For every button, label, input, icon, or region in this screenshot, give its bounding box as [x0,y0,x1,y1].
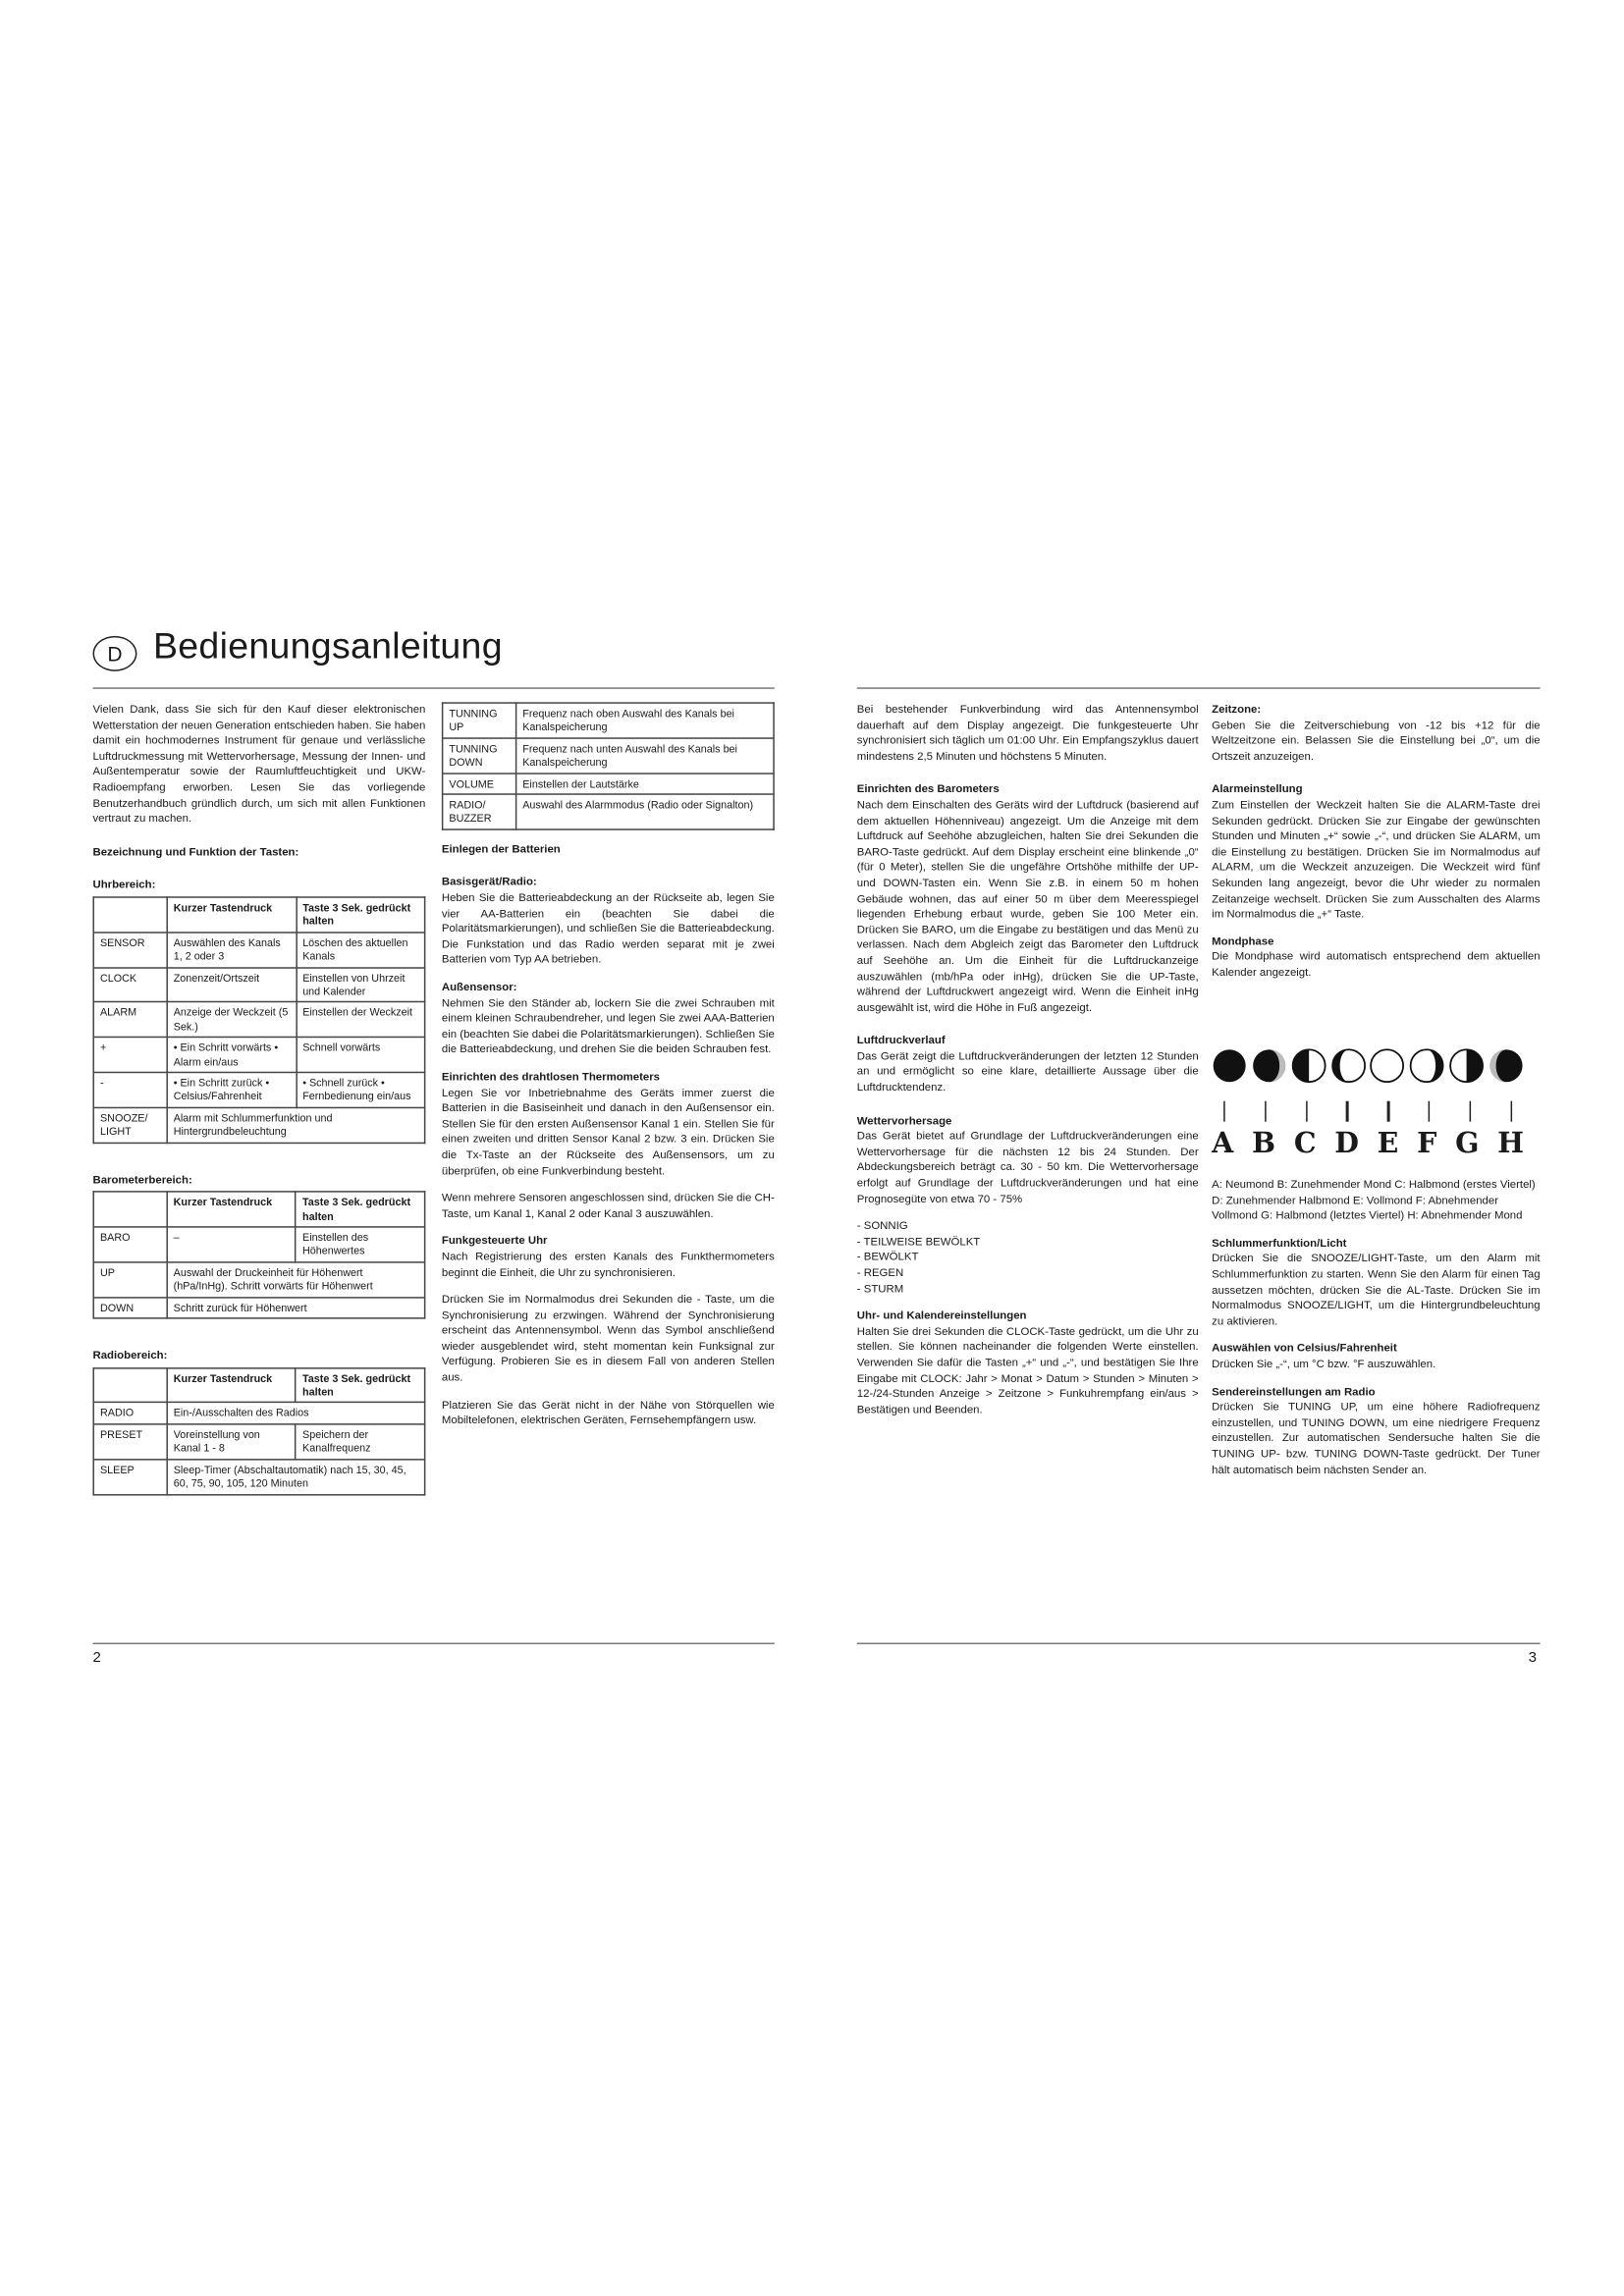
antenna-text: Bei bestehender Funkverbindung wird das Antennensymbol dauerhaft auf dem Display angezeigt. Die funkgesteuerte Uhr synchronisiert sich täglich um 01:00 Uhr. Ein Empfangszyklus dauert mindestens 2,5 Minuten und höchstens 5 Minuten. [856,702,1199,763]
sensor-heading: Außensensor: [441,980,517,994]
station-text: Drücken Sie TUNING UP, um eine höhere Radiofrequenz einzustellen, und TUNING DOWN, um eine niedrigere Frequenz einzustellen. Zur automatischen Sendersuche halten Sie die TUNING UP- bzw. TUNING DOWN-Taste gedrückt. Der Tuner hält automatisch beim nächsten Sender an. [1212,1400,1541,1476]
first-quarter-moon-icon [1291,1048,1326,1084]
table-header: Taste 3 Sek. gedrückt halten [296,1367,424,1403]
station-heading: Sendereinstellungen am Radio [1212,1384,1376,1398]
table-row [93,1297,424,1318]
key-name: SLEEP [93,1459,167,1494]
key-desc: Einstellen der Lautstärke [515,773,774,794]
key-name: DOWN [93,1297,167,1318]
left-column-1 [92,702,425,1495]
moon-heading: Mondphase [1212,934,1274,948]
key-short: Voreinstellung von Kanal 1 - 8 [167,1424,296,1460]
forecast-text: Das Gerät bietet auf Grundlage der Luftdruckveränderungen eine Wettervorhersage für die nächsten 12 bis 24 Stunden. Der Abdeckungsbereich beträgt ca. 30 - 50 km. Die Wettervorhersage erfolgt auf Grundlage der Luftdruckveränderungen und hat eine Prognosegüte von etwa 70 - 75% [856,1129,1199,1205]
table-row [443,773,774,794]
keys-heading: Bezeichnung und Funktion der Tasten: [92,844,299,858]
key-name: - [93,1072,167,1107]
moon-letter: D [1334,1127,1359,1160]
table-row [93,1227,424,1262]
forecast-heading: Wettervorhersage [856,1113,952,1128]
key-desc: Schritt zurück für Höhenwert [167,1297,425,1318]
table-row [93,1072,424,1107]
radioclock-text: Nach Registrierung des ersten Kanals des Funkthermometers beginnt die Einheit, die Uhr zu synchronisieren. [441,1250,775,1279]
table-row [443,703,774,738]
base-heading: Basisgerät/Radio: [441,875,537,888]
key-long: Einstellen von Uhrzeit und Kalender [296,967,424,1002]
zone-text: Geben Sie die Zeitverschiebung von -12 bis +12 für die Weltzeitzone ein. Belassen Sie die Einstellung bei „0“, um die Ortszeit anzuzeigen. [1212,718,1541,763]
key-name: ALARM [93,1002,167,1038]
moon-letters-row [1212,1128,1524,1160]
language-badge: D [92,636,136,671]
table-row [93,967,424,1002]
waning-crescent-icon [1489,1048,1524,1084]
key-name: TUNNING UP [443,703,516,738]
radioclock-text-3: Platzieren Sie das Gerät nicht in der Nähe von Störquellen wie Mobiltelefonen, elektrischen Geräten, Fernsehempfängern usw. [441,1398,775,1427]
baro-setup-heading: Einrichten des Barometers [856,781,1000,796]
table-header: Kurzer Tastendruck [167,1367,296,1403]
list-item: - BEWÖLKT [856,1250,919,1264]
document-title: Bedienungsanleitung [152,625,503,667]
key-long: Einstellen der Weckzeit [296,1002,424,1038]
key-long: Speichern der Kanalfrequenz [296,1424,424,1460]
alarm-heading: Alarmeinstellung [1212,781,1303,796]
key-name: BARO [93,1227,167,1262]
celsius-text: Drücken Sie „-“, um °C bzw. °F auszuwählen. [1212,1357,1436,1371]
last-quarter-moon-icon [1449,1048,1485,1084]
list-item: - SONNIG [856,1218,908,1233]
waxing-crescent-icon [1251,1048,1286,1084]
right-column-1 [857,702,1199,1417]
intro-text: Vielen Dank, dass Sie sich für den Kauf dieser elektronischen Wetterstation der neuen Generation entschieden haben. Sie haben damit ein hochmodernes Instrument für genaue und verlässliche Luftdruckmessung mit Wettervorhersage, Messung der Innen- und Außentemperatur sowie der Raumluftfeuchtigkeit und UKW-Radioempfang erworben. Lesen Sie das vorliegende Benutzerhandbuch gründlich durch, um sich mit allen Funktionen vertraut zu machen. [92,702,426,826]
trend-text: Das Gerät zeigt die Luftdruckveränderungen der letzten 12 Stunden an und ermöglicht so eine klare, detaillierte Aussage über die Luftdrucktendenz. [856,1049,1199,1095]
moon-text: Die Mondphase wird automatisch entsprechend dem aktuellen Kalender angezeigt. [1212,949,1541,980]
weather-list [857,1219,1199,1297]
page-number-left: 2 [92,1650,101,1667]
new-moon-icon [1212,1048,1247,1084]
key-short: • Ein Schritt zurück • Celsius/Fahrenheit [167,1072,296,1107]
key-desc: Sleep-Timer (Abschaltautomatik) nach 15, 30, 45, 60, 75, 90, 105, 120 Minuten [167,1459,425,1494]
baro-section-heading: Barometerbereich: [92,1172,192,1187]
moon-letter: B [1252,1127,1276,1160]
right-column-2-lower [1212,1178,1540,1478]
key-name: RADIO [93,1403,167,1424]
key-desc: Frequenz nach unten Auswahl des Kanals bei Kanalspeicherung [515,738,774,774]
key-short: • Ein Schritt vorwärts • Alarm ein/aus [167,1038,296,1073]
key-name: TUNNING DOWN [443,738,516,774]
table-row [93,1107,424,1143]
key-name: CLOCK [93,967,167,1002]
table-row [93,1002,424,1038]
footer-rule-right [857,1643,1541,1644]
moon-letter: A [1212,1127,1234,1160]
key-name: PRESET [93,1424,167,1460]
snooze-text: Drücken Sie die SNOOZE/LIGHT-Taste, um den Alarm mit Schlummerfunktion zu starten. Wenn Sie den Alarm für einen Tag aussetzen möchten, drücken Sie die AL-Taste. Drücken Sie im Normalmodus SNOOZE/LIGHT, um die Hintergrundbeleuchtung zu aktivieren. [1212,1252,1541,1328]
waning-gibbous-icon [1409,1048,1444,1084]
table-row [443,794,774,829]
page-number-right: 3 [1528,1650,1537,1667]
moon-ticks [1212,1101,1524,1122]
key-long: Löschen des aktuellen Kanals [296,933,424,968]
baro-setup-text: Nach dem Einschalten des Geräts wird der Luftdruck (basierend auf dem aktuellen Höhenniveau) angezeigt. Um die Anzeige mit dem Luftdruck auf Seehöhe abzugleichen, halten Sie drei Sekunden die BARO-Taste gedrückt. Auf dem Display erscheint eine blinkende „0“ (für 0 Meter), stellen Sie die ungefähre Ortshöhe mithilfe der UP- und DOWN-Tasten ein. Wenn Sie z.B. in einem 50 m hohen Gebäude wohnen, das auf einer 50 m über dem Meeresspiegel liegenden Erhebung erbaut wurde, geben Sie 100 Meter ein. Drücken Sie BARO, um die Eingabe zu bestätigen und das Menü zu verlassen. Nach dem Abgleich zeigt das Barometer den Luftdruck auf Seehöhe an. Um die Einheit für die Luftdruckanzeige auszuwählen (mb/hPa oder inHg), drücken Sie die UP-Taste, während der Luftdruckwert angezeigt wird. Wenn die Einheit inHg ausgewählt ist, wird die Höhe in Fuß angezeigt. [856,797,1199,1014]
key-name: SNOOZE/ LIGHT [93,1107,167,1143]
calendar-text: Halten Sie drei Sekunden die CLOCK-Taste gedrückt, um die Uhr zu stellen. Sie können nacheinander die folgenden Werte einstellen. Verwenden Sie dafür die Tasten „+“ und „-“, und bestätigen Sie Ihre Eingabe mit CLOCK: Jahr > Monat > Datum > Stunden > Minuten > 12-/24-Stunden Anzeige > Zeitzone > Funkuhrempfang ein/aus > Bestätigen und Beenden. [856,1324,1199,1416]
table-row [93,1424,424,1460]
key-short: – [167,1227,296,1262]
snooze-heading: Schlummerfunktion/Licht [1212,1236,1347,1250]
table-row [93,1038,424,1073]
key-name: RADIO/ BUZZER [443,794,516,829]
table-row [443,738,774,774]
key-long: • Schnell zurück • Fernbedienung ein/aus [296,1072,424,1107]
thermo-text: Legen Sie vor Inbetriebnahme des Geräts immer zuerst die Batterien in die Basiseinheit und danach in den Außensensor ein. Stellen Sie für den ersten Außensensor Kanal 1 ein. Stellen Sie für einen zweiten und dritten Sensor Kanal 2 bzw. 3 ein. Drücken Sie die Tx-Taste an der Rückseite des Außensensors, um zu überprüfen, ob eine Funkverbindung besteht. [441,1086,775,1177]
alarm-text: Zum Einstellen der Weckzeit halten Sie die ALARM-Taste drei Sekunden gedrückt. Drücken Sie zur Eingabe der gewünschten Stunden und Minuten „+“ sowie „-“, und drücken Sie ALARM, um die Einstellung zu bestätigen. Drücken Sie im Normalmodus auf ALARM, um die Weckzeit anzuzeigen. Die Weckzeit wird fünf Sekunden lang angezeigt, bevor die Uhr wieder zu normalen Zeitanzeige wechselt. Drücken Sie zum Ausschalten des Alarms im Normalmodus die „+“ Taste. [1212,797,1541,921]
table-header: Kurzer Tastendruck [167,897,296,933]
key-long: Schnell vorwärts [296,1038,424,1073]
moon-letter: G [1455,1127,1480,1160]
radio-section-heading: Radiobereich: [92,1348,168,1362]
key-desc: Auswahl des Alarmmodus (Radio oder Signalton) [515,794,774,829]
key-desc: Alarm mit Schlummerfunktion und Hintergrundbeleuchtung [167,1107,425,1143]
key-long: Einstellen des Höhenwertes [296,1227,424,1262]
header-rule-left [92,687,774,688]
trend-heading: Luftdruckverlauf [856,1034,946,1047]
right-column-2 [1212,702,1540,981]
base-text: Heben Sie die Batterieabdeckung an der Rückseite ab, legen Sie vier AA-Batterien ein (beachten Sie dabei die Polaritätsmarkierungen), und schließen Sie die Batterieabdeckung. Die Funkstation und das Radio werden separat mit je zwei Batterien vom Typ AA betrieben. [441,890,775,967]
table-row [93,1459,424,1494]
clock-keys-table [92,896,425,1143]
batteries-heading: Einlegen der Batterien [441,841,561,856]
table-row [93,1262,424,1298]
waxing-gibbous-icon [1330,1048,1366,1084]
key-desc: Frequenz nach oben Auswahl des Kanals bei Kanalspeicherung [515,703,774,738]
thermo-heading: Einrichten des drahtlosen Thermometers [441,1070,661,1084]
radioclock-heading: Funkgesteuerte Uhr [441,1234,548,1248]
moon-icons-row [1212,1048,1524,1084]
key-short: Anzeige der Weckzeit (5 Sek.) [167,1002,296,1038]
radio-keys-table-2 [442,702,775,829]
moon-letter: F [1417,1127,1437,1160]
table-row [93,933,424,968]
table-header: Taste 3 Sek. gedrückt halten [296,897,424,933]
key-short: Auswählen des Kanals 1, 2 oder 3 [167,933,296,968]
full-moon-icon [1370,1048,1405,1084]
key-desc: Ein-/Ausschalten des Radios [167,1403,425,1424]
key-short: Zonenzeit/Ortszeit [167,967,296,1002]
baro-keys-table [92,1192,425,1319]
moon-letter: H [1497,1127,1525,1160]
key-name: SENSOR [93,933,167,968]
thermo-text-2: Wenn mehrere Sensoren angeschlossen sind, drücken Sie die CH-Taste, um Kanal 1, Kanal 2 oder Kanal 3 auszuwählen. [441,1191,775,1220]
moon-legend: A: Neumond B: Zunehmender Mond C: Halbmond (erstes Viertel) D: Zunehmender Halbmond E: Vollmond F: Abnehmender Vollmond G: Halbmond (letztes Viertel) H: Abnehmender Mond [1212,1177,1536,1222]
list-item: - TEILWEISE BEWÖLKT [856,1234,981,1249]
table-header: Kurzer Tastendruck [167,1192,296,1227]
footer-rule-left [92,1643,774,1644]
key-name: UP [93,1262,167,1298]
calendar-heading: Uhr- und Kalendereinstellungen [856,1308,1027,1322]
key-desc: Auswahl der Druckeinheit für Höhenwert (hPa/InHg). Schritt vorwärts für Höhenwert [167,1262,425,1298]
moon-letter: C [1293,1127,1317,1160]
radioclock-text-2: Drücken Sie im Normalmodus drei Sekunden die - Taste, um die Synchronisierung zu erzwingen. Während der Synchronisierung erscheint das Antennensymbol. Wenn das Symbol anschließend wieder ausgeblendet wird, steht momentan kein Funksignal zur Verfügung. Probieren Sie es in diesem Fall von anderen Stellen aus. [441,1292,775,1384]
celsius-heading: Auswählen von Celsius/Fahrenheit [1212,1341,1397,1356]
key-name: VOLUME [443,773,516,794]
table-header: Taste 3 Sek. gedrückt halten [296,1192,424,1227]
list-item: - REGEN [856,1265,904,1280]
header-rule-right [857,687,1541,688]
radio-keys-table [92,1367,425,1495]
moon-letter: E [1377,1127,1399,1160]
left-column-2 [442,702,775,1429]
moon-phase-graphic [1212,1048,1524,1166]
clock-section-heading: Uhrbereich: [92,878,156,891]
list-item: - STURM [856,1281,904,1296]
sensor-text: Nehmen Sie den Ständer ab, lockern Sie die zwei Schrauben mit einem kleinen Schraubendreher, und legen Sie zwei AAA-Batterien ein (beachten Sie dabei die Polaritätsmarkierungen). Schließen Sie die Batterieabdeckung, und drehen Sie die beiden Schrauben fest. [441,995,775,1056]
zone-heading: Zeitzone: [1212,702,1262,716]
key-name: + [93,1038,167,1073]
table-row [93,1403,424,1424]
